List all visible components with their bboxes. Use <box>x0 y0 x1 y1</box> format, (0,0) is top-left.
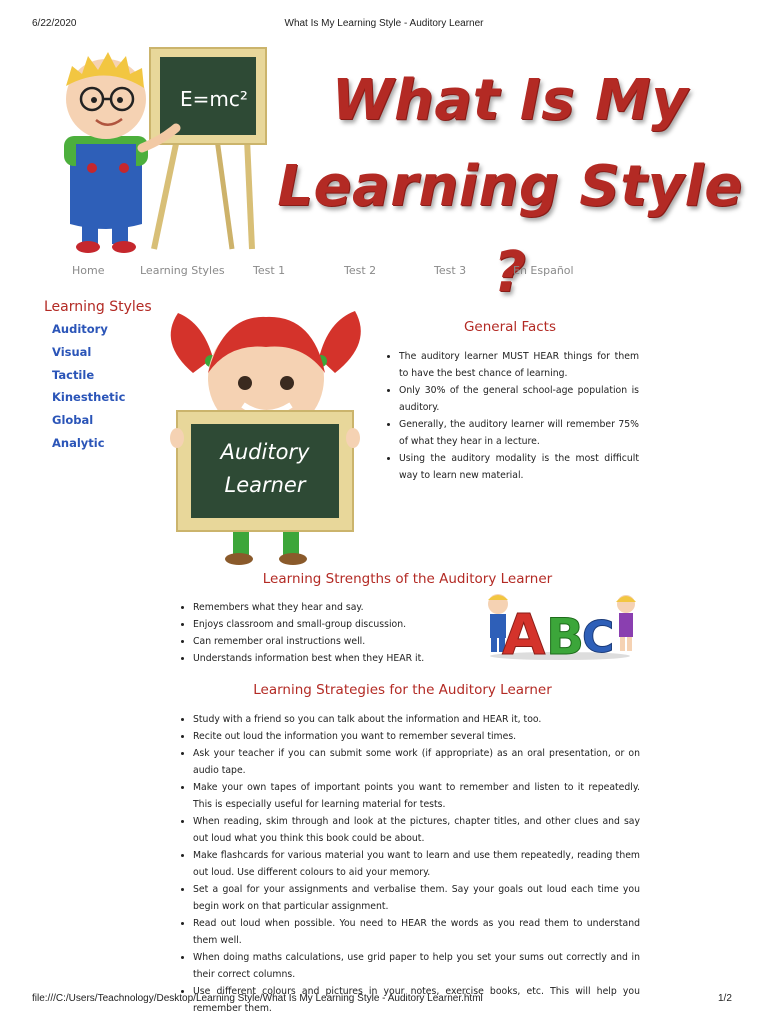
nav-en-espanol[interactable]: En Español <box>513 264 574 277</box>
list-item: • Only 30% of the general school-age population is auditory. <box>399 382 639 416</box>
list-item: • Recite out loud the information you want to remember several times. <box>193 728 640 745</box>
sign-line2: Learner <box>224 473 306 497</box>
abc-letter-b: B <box>546 608 585 666</box>
list-item: • Understands information best when they HEAR it. <box>193 650 475 667</box>
nav-test-2[interactable]: Test 2 <box>344 264 377 277</box>
banner-title-line2: Learning Style ? <box>277 154 743 305</box>
banner-title-line1: What Is My <box>331 68 689 133</box>
sidebar-item-analytic[interactable]: Analytic <box>52 435 105 450</box>
nav-home[interactable]: Home <box>72 264 105 277</box>
list-item: • Read out loud when possible. You need to HEAR the words as you read them to understand them well. <box>193 915 640 949</box>
print-date: 6/22/2020 <box>32 18 77 29</box>
abc-kids-illustration <box>478 590 643 668</box>
girl-sign-illustration <box>163 303 373 568</box>
list-item: • Ask your teacher if you can submit some work (if appropriate) as an oral presentation, or on audio tape. <box>193 745 640 779</box>
list-item: • Use different colours and pictures in your notes, exercise books, etc. This will help you remember them. <box>193 983 640 1017</box>
top-nav <box>0 264 768 280</box>
list-item: • Make your own tapes of important points you want to remember and listen to it repeatedly. This is especially useful for learning material for tests. <box>193 779 640 813</box>
general-facts-section <box>381 348 639 484</box>
list-item: • Generally, the auditory learner will remember 75% of what they hear in a lecture. <box>399 416 639 450</box>
sidebar-list <box>52 321 125 458</box>
sidebar-item-global[interactable]: Global <box>52 413 94 428</box>
strategies-title: Learning Strategies for the Auditory Learner <box>253 682 552 698</box>
sign-line1: Auditory <box>220 440 310 464</box>
sidebar-item-auditory[interactable]: Auditory <box>52 322 108 336</box>
list-item: • When doing maths calculations, use grid paper to help you set your sums out correctly and in their correct columns. <box>193 949 640 983</box>
general-facts-title: General Facts <box>463 319 557 335</box>
print-file-path: file:///C:/Users/Teachnology/Desktop/Learning Style/What Is My Learning Style - Auditory Learner.html <box>32 993 483 1004</box>
strategies-section <box>175 711 640 1017</box>
list-item: • The auditory learner MUST HEAR things for them to have the best chance of learning. <box>399 348 639 382</box>
list-item: • Set a goal for your assignments and verbalise them. Say your goals out loud each time you begin work on that particular assignment. <box>193 881 640 915</box>
sidebar-item-visual[interactable]: Visual <box>52 344 92 359</box>
list-item: • Enjoys classroom and small-group discussion. <box>193 616 475 633</box>
list-item: • Remembers what they hear and say. <box>193 599 475 616</box>
nav-test-1[interactable]: Test 1 <box>253 264 286 277</box>
list-item: • When reading, skim through and look at the pictures, chapter titles, and other clues and say out loud what you think this book could be about. <box>193 813 640 847</box>
list-item: • Using the auditory modality is the most difficult way to learn new material. <box>399 450 639 484</box>
strengths-title: Learning Strengths of the Auditory Learner <box>262 571 553 587</box>
abc-letter-a: A <box>502 603 546 668</box>
print-title: What Is My Learning Style - Auditory Learner <box>284 18 484 29</box>
print-page-number: 1/2 <box>718 993 732 1004</box>
nav-learning-styles[interactable]: Learning Styles <box>140 264 225 277</box>
list-item: • Make flashcards for various material you want to learn and use them repeatedly, reading them out loud. Use different colours to aid your memory. <box>193 847 640 881</box>
strengths-section <box>175 599 475 667</box>
sidebar-item-kinesthetic[interactable]: Kinesthetic <box>52 390 126 405</box>
boy-chalkboard-illustration <box>42 44 272 259</box>
list-item: • Study with a friend so you can talk about the information and HEAR it, too. <box>193 711 640 728</box>
sidebar-item-tactile[interactable]: Tactile <box>52 367 95 382</box>
nav-test-3[interactable]: Test 3 <box>434 264 467 277</box>
list-item: • Can remember oral instructions well. <box>193 633 475 650</box>
chalkboard-formula: E=mc² <box>180 87 248 111</box>
abc-letter-c: C <box>582 612 615 663</box>
sidebar-title: Learning Styles <box>44 299 152 315</box>
